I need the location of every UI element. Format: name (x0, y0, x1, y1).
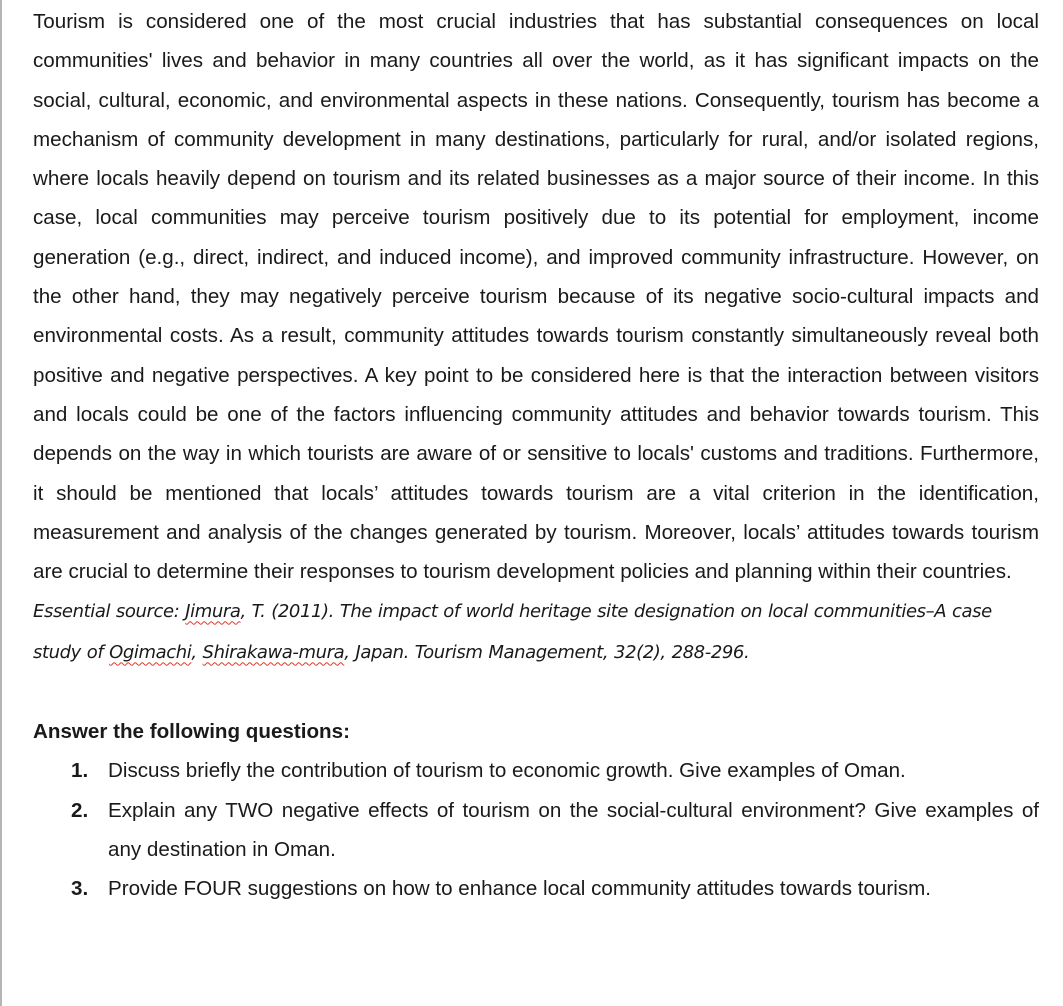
passage-paragraph: Tourism is considered one of the most crucial industries that has substantial consequences on local communities' lives and behavior in many countries all over the world, as it has significant impacts on the social, cultural, economic, and environmental aspects in these nations. Consequently, tourism has become a mechanism of community development in many destinations, particularly for rural, and/or isolated regions, where locals heavily depend on tourism and its related businesses as a major source of their income. In this case, local communities may perceive tourism positively due to its potential for employment, income generation (e.g., direct, indirect, and induced income), and improved community infrastructure. However, on the other hand, they may negatively perceive tourism because of its negative socio-cultural impacts and environmental costs. As a result, community attitudes towards tourism constantly simultaneously reveal both positive and negative perspectives. A key point to be considered here is that the interaction between visitors and locals could be one of the factors influencing community attitudes and behavior towards tourism. This depends on the way in which tourists are aware of or sensitive to locals' customs and traditions. Furthermore, it should be mentioned that locals’ attitudes towards tourism are a vital criterion in the identification, measurement and analysis of the changes generated by tourism. Moreover, locals’ attitudes towards tourism are crucial to determine their responses to tourism development policies and planning within their countries. (33, 10, 1039, 584)
source-label: Essential source: (33, 601, 186, 623)
source-line-1 (33, 591, 1039, 632)
source-title-part-2: study of (33, 642, 110, 664)
source-title-part-1: , T. (2011). The impact of world heritage site designation on local communities–A case (240, 601, 992, 623)
document-content (33, 0, 1039, 909)
question-text: Explain any TWO negative effects of tourism on the social-cultural environment? Give examples of any destination in Oman. (108, 798, 1039, 862)
question-item (33, 869, 1039, 908)
source-separator: , (191, 642, 203, 664)
questions-heading: Answer the following questions: (33, 720, 350, 744)
source-citation (33, 591, 1039, 673)
source-journal: , Japan. Tourism Management, 32(2), 288-296. (344, 642, 750, 664)
question-number: 2. (71, 798, 89, 822)
questions-list (33, 751, 1039, 908)
question-text: Discuss briefly the contribution of tourism to economic growth. Give examples of Oman. (108, 759, 906, 783)
spellcheck-word-author[interactable]: Jimura (185, 601, 241, 623)
source-line-2 (33, 632, 1039, 673)
question-number: 3. (71, 877, 89, 901)
question-item (33, 751, 1039, 790)
question-number: 1. (71, 759, 89, 783)
question-item (33, 791, 1039, 870)
question-text: Provide FOUR suggestions on how to enhance local community attitudes towards tourism. (108, 877, 931, 901)
spellcheck-word-place-2[interactable]: Shirakawa-mura (202, 642, 345, 664)
spellcheck-word-place-1[interactable]: Ogimachi (109, 642, 192, 664)
